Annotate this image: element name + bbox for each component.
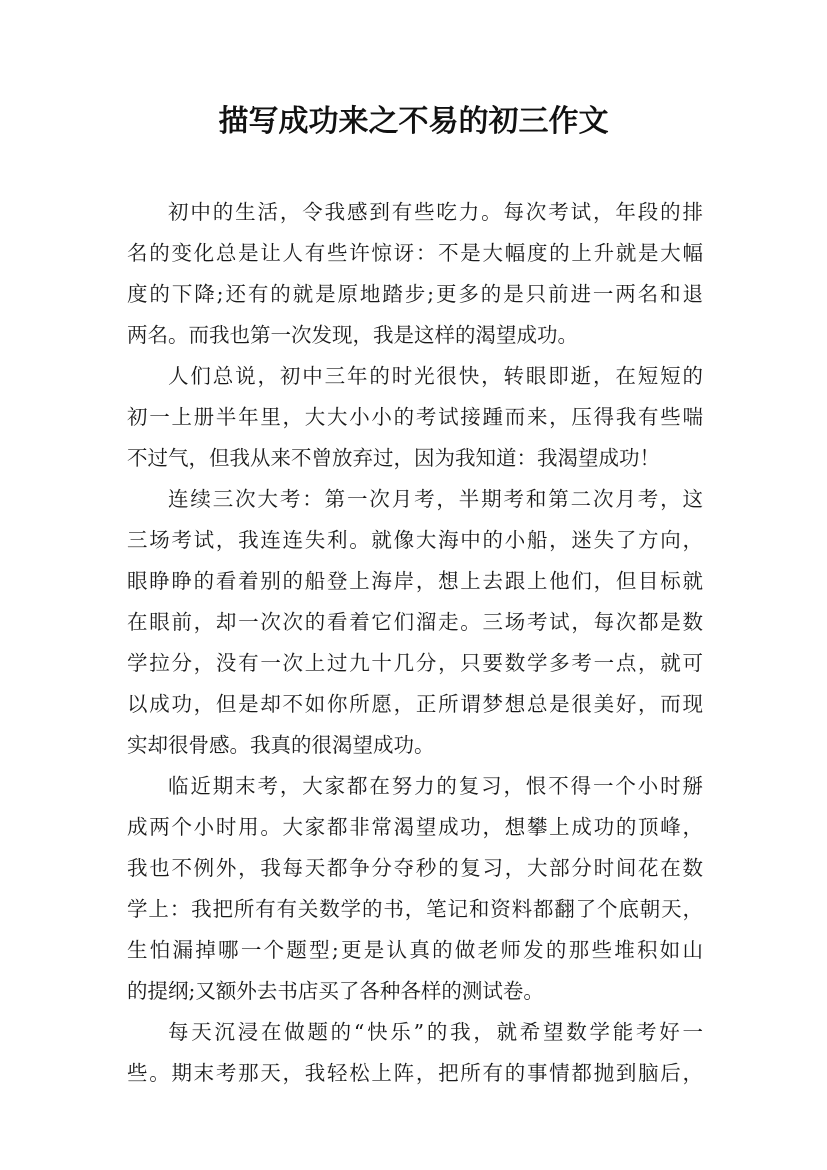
text-line: 人们总说，初中三年的时光很快，转眼即逝，在短短的: [168, 364, 703, 388]
text-line: 以成功，但是却不如你所愿，正所谓梦想总是很美好，而现: [127, 692, 703, 716]
text-line: 在眼前，却一次次的看着它们溜走。三场考试，每次都是数: [127, 610, 703, 634]
text-line: 初中的生活，令我感到有些吃力。每次考试，年段的排: [168, 200, 703, 224]
text-line: 实却很骨感。我真的很渴望成功。: [127, 733, 435, 757]
paragraph: [127, 479, 703, 766]
paragraph: [127, 356, 703, 479]
paragraph: [127, 192, 703, 356]
text-line: 两名。而我也第一次发现，我是这样的渴望成功。: [127, 323, 578, 347]
document-body: [127, 192, 703, 1094]
text-line: 些。期末考那天，我轻松上阵，把所有的事情都抛到脑后，: [127, 1061, 703, 1085]
text-line: 我也不例外，我每天都争分夺秒的复习，大部分时间花在数: [127, 856, 703, 880]
text-line: 的提纲;又额外去书店买了各种各样的测试卷。: [127, 979, 544, 1003]
text-line: 初一上册半年里，大大小小的考试接踵而来，压得我有些喘: [127, 405, 703, 429]
text-line: 学拉分，没有一次上过九十几分，只要数学多考一点，就可: [127, 651, 703, 675]
text-line: 生怕漏掉哪一个题型;更是认真的做老师发的那些堆积如山: [127, 938, 703, 962]
paragraph: [127, 1012, 703, 1094]
text-line: 名的变化总是让人有些许惊讶：不是大幅度的上升就是大幅: [127, 241, 703, 265]
text-line: 度的下降;还有的就是原地踏步;更多的是只前进一两名和退: [127, 282, 703, 306]
paragraph: [127, 766, 703, 1012]
text-line: 每天沉浸在做题的“快乐”的我，就希望数学能考好一: [168, 1020, 703, 1044]
text-line: 眼睁睁的看着别的船登上海岸，想上去跟上他们，但目标就: [127, 569, 703, 593]
text-line: 临近期末考，大家都在努力的复习，恨不得一个小时掰: [168, 774, 703, 798]
text-line: 三场考试，我连连失利。就像大海中的小船，迷失了方向，: [127, 528, 703, 552]
text-line: 成两个小时用。大家都非常渴望成功，想攀上成功的顶峰，: [127, 815, 703, 839]
text-line: 连续三次大考：第一次月考，半期考和第二次月考，这: [168, 487, 703, 511]
text-line: 学上：我把所有有关数学的书，笔记和资料都翻了个底朝天，: [127, 897, 703, 921]
document-title: 描写成功来之不易的初三作文: [218, 104, 609, 139]
text-line: 不过气，但我从来不曾放弃过，因为我知道：我渴望成功！: [127, 446, 660, 470]
